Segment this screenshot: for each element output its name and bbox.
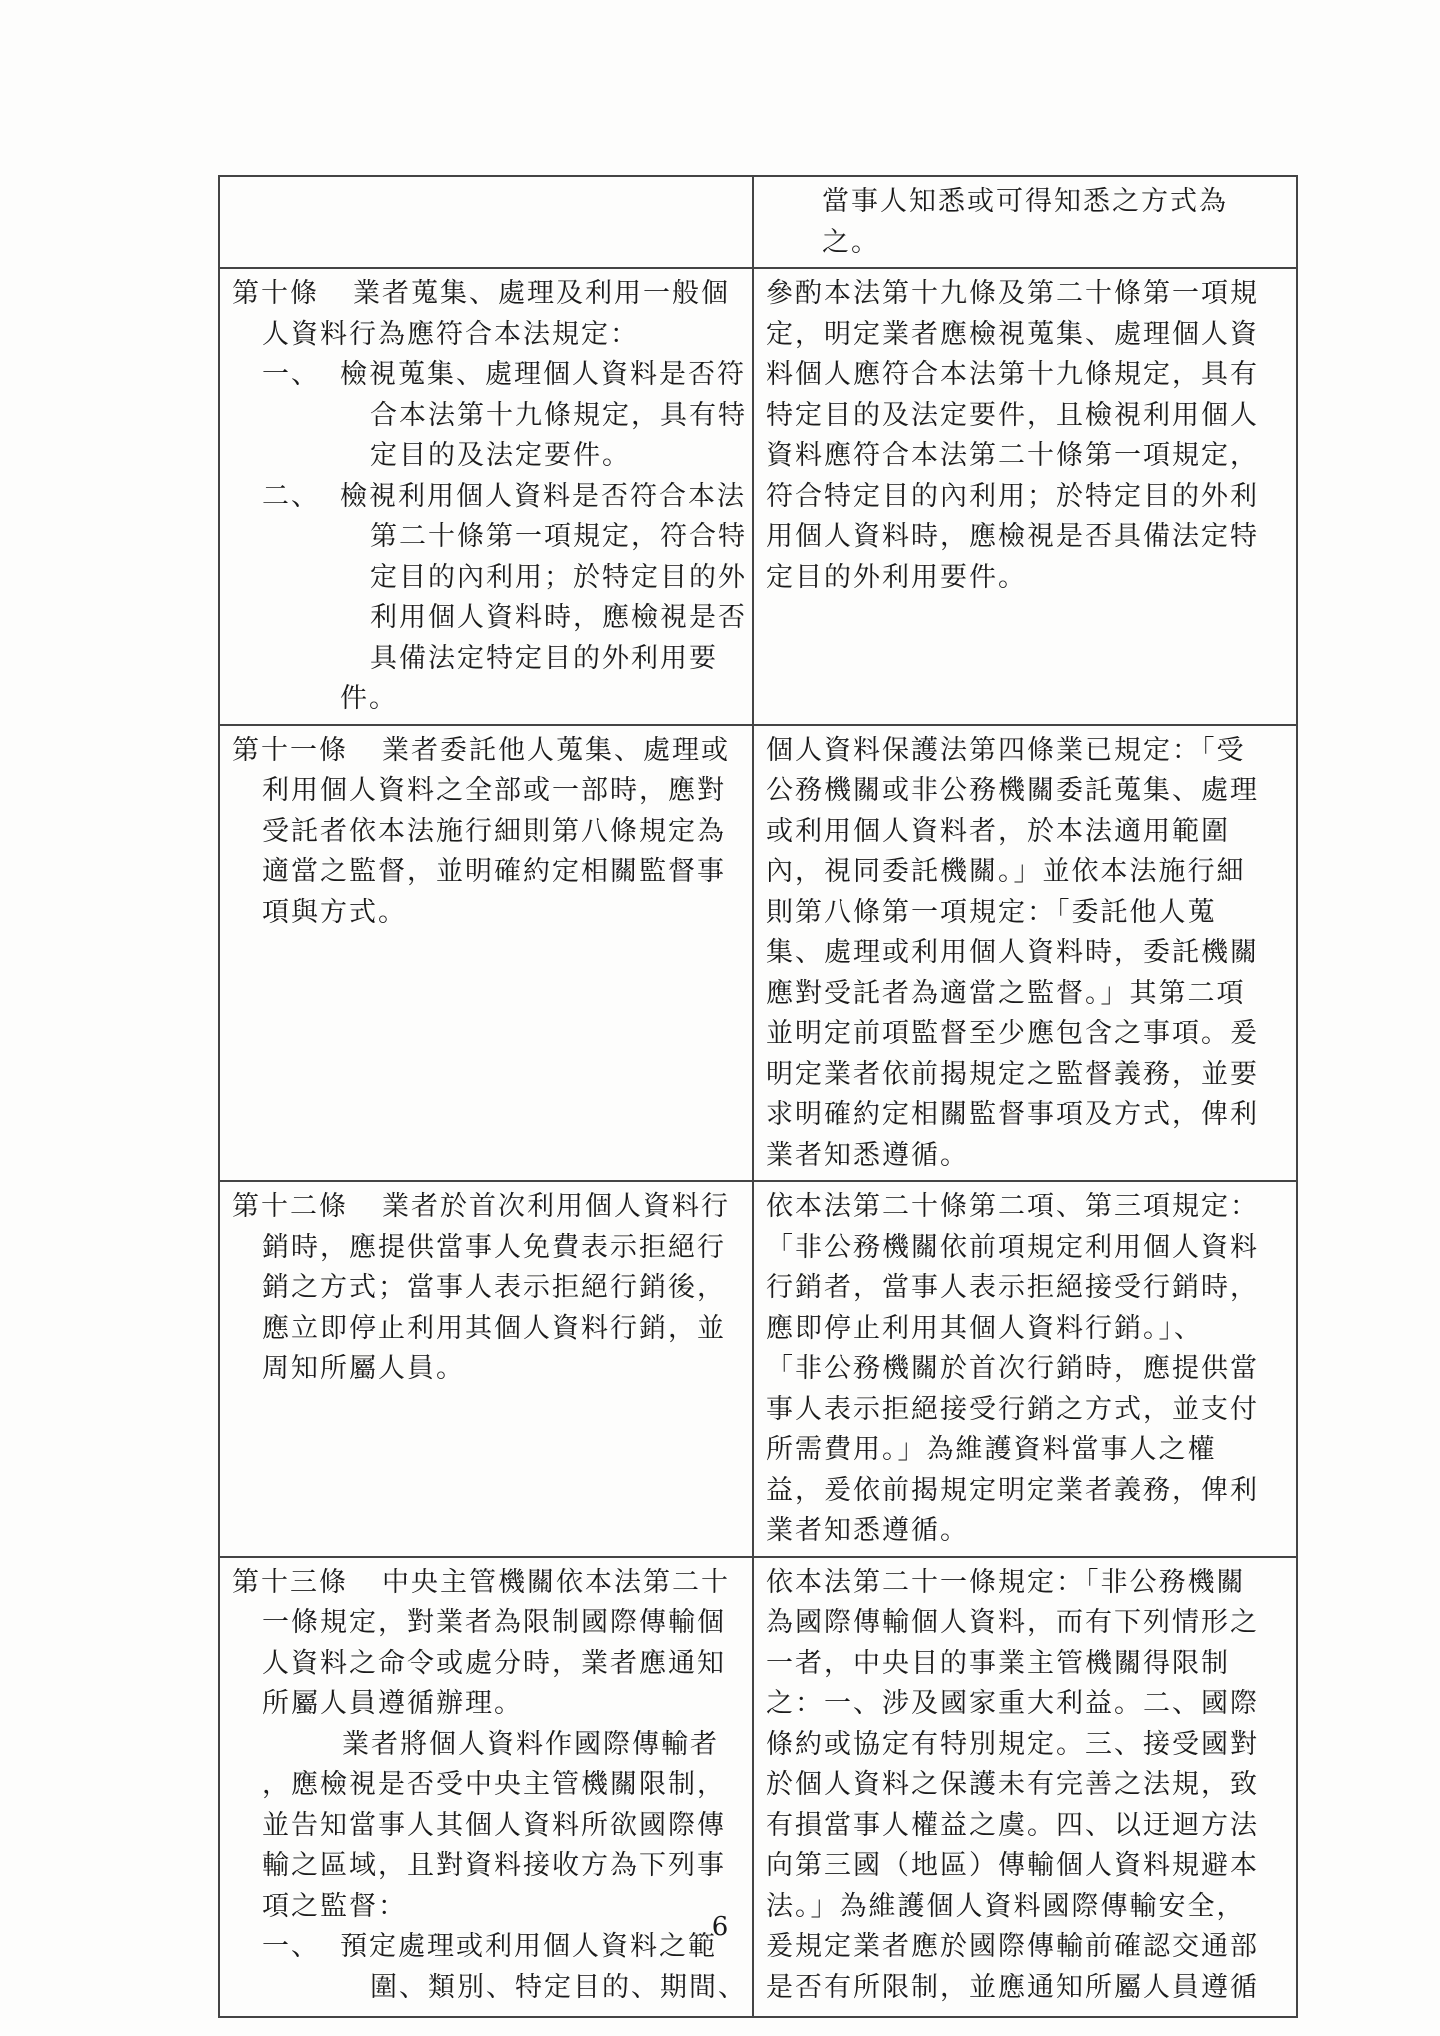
list-item [232, 477, 747, 720]
text-line: 為國際傳輸個人資料，而有下列情形之 [766, 1607, 1259, 1638]
text-line: 並告知當事人其個人資料所欲國際傳 [262, 1809, 726, 1841]
text-line: 集、處理或利用個人資料時，委託機關 [766, 937, 1259, 968]
text-line: 求明確約定相關監督事項及方式，俾利 [766, 1099, 1259, 1130]
text-line: 業者將個人資料作國際傳輸者 [342, 1728, 719, 1760]
text-line: 第二十條第一項規定，符合特 [370, 521, 747, 552]
text-line: 業者知悉遵循。 [766, 1139, 969, 1171]
page-number: 6 [711, 1912, 729, 1942]
text-line: 內，視同委託機關。」並依本法施行細 [766, 856, 1246, 887]
list-item [232, 355, 747, 477]
text-line: 周知所屬人員。 [262, 1353, 465, 1384]
text-line: 輸之區域，且對資料接收方為下列事 [262, 1850, 726, 1881]
article-number: 第十一條 [232, 734, 348, 766]
explanation-cell [753, 1557, 1297, 2017]
text-line: 受託者依本法施行細則第八條規定為 [262, 815, 726, 847]
text-line: 檢視蒐集、處理個人資料是否符 [340, 359, 746, 390]
text-line: 之：一、涉及國家重大利益。二、國際 [766, 1688, 1259, 1719]
text-line: 一者，中央目的事業主管機關得限制 [766, 1647, 1230, 1679]
explanation-cell [753, 1181, 1297, 1557]
text-line: 當事人知悉或可得知悉之方式為 [822, 186, 1228, 217]
text-line: 依本法第二十條第二項、第三項規定： [766, 1191, 1259, 1222]
article-number: 第十條 [232, 278, 319, 309]
text-line: 應立即停止利用其個人資料行銷，並 [262, 1312, 726, 1344]
table-row [219, 1181, 1297, 1557]
text-line: 用個人資料時，應檢視是否具備法定特 [766, 521, 1259, 552]
text-line: 銷時，應提供當事人免費表示拒絕行 [262, 1231, 726, 1263]
table-row [219, 268, 1297, 725]
text-line: 是否有所限制，並應通知所屬人員遵循 [766, 1971, 1259, 2003]
text-line: 所屬人員遵循辦理。 [262, 1688, 523, 1719]
text-line: 業者知悉遵循。 [766, 1515, 969, 1546]
text-line: 人資料行為應符合本法規定： [262, 318, 639, 350]
text-line: 事人表示拒絕接受行銷之方式，並支付 [766, 1393, 1259, 1425]
text-line: 一條規定，對業者為限制國際傳輸個 [262, 1607, 726, 1638]
item-number: 一、 [262, 359, 320, 390]
text-line: 特定目的及法定要件，且檢視利用個人 [766, 399, 1259, 431]
text-line: 定目的及法定要件。 [370, 440, 631, 471]
text-line: 條約或協定有特別規定。三、接受國對 [766, 1728, 1259, 1760]
text-line: 應對受託者為適當之監督。」其第二項 [766, 977, 1246, 1009]
explanation-cell [753, 725, 1297, 1182]
text-line: 第十一條 業者委託他人蒐集、處理或 [232, 734, 730, 766]
text-line: 第十三條 中央主管機關依本法第二十 [232, 1566, 730, 1598]
text-line: 第十條 業者蒐集、處理及利用一般個 [232, 278, 730, 309]
text-line: 應即停止利用其個人資料行銷。」、 [766, 1312, 1203, 1344]
article-number: 第十二條 [232, 1191, 348, 1222]
text-line: 利用個人資料時，應檢視是否 [370, 602, 747, 633]
text-line: 項之監督： [262, 1890, 407, 1922]
provision-cell [219, 1181, 753, 1557]
text-line: 參酌本法第十九條及第二十條第一項規 [766, 278, 1259, 309]
text-line: 資料應符合本法第二十條第一項規定， [766, 440, 1259, 471]
text-line: 爰規定業者應於國際傳輸前確認交通部 [766, 1931, 1259, 1962]
provision-cell [219, 268, 753, 725]
text-line: 人資料之命令或處分時，業者應通知 [262, 1647, 726, 1679]
text-line: 明定業者依前揭規定之監督義務，並要 [766, 1058, 1259, 1090]
article-number: 第十三條 [232, 1566, 348, 1598]
text-line: 利用個人資料之全部或一部時，應對 [262, 775, 726, 806]
provision-cell [219, 1557, 753, 2017]
text-line: 則第八條第一項規定：「委託他人蒐 [766, 896, 1217, 928]
text-line: 所需費用。」為維護資料當事人之權 [766, 1434, 1217, 1465]
item-number: 二、 [262, 480, 320, 512]
item-number: 一、 [262, 1931, 320, 1962]
text-line: 料個人應符合本法第十九條規定，具有 [766, 359, 1259, 390]
text-line: 或利用個人資料者，於本法適用範圍 [766, 815, 1230, 847]
explanation-cell [753, 176, 1297, 268]
text-line: 適當之監督，並明確約定相關監督事 [262, 856, 726, 887]
table-row [219, 725, 1297, 1182]
text-line: 並明定前項監督至少應包含之事項。爰 [766, 1018, 1259, 1049]
text-line: 個人資料保護法第四條業已規定：「受 [766, 734, 1246, 766]
text-line: 依本法第二十一條規定：「非公務機關 [766, 1566, 1246, 1598]
table-row [219, 1557, 1297, 2017]
text-line: 具備法定特定目的外利用要 [370, 642, 718, 674]
text-line: 銷之方式；當事人表示拒絕行銷後， [262, 1272, 726, 1303]
text-line: 符合特定目的內利用；於特定目的外利 [766, 480, 1259, 512]
text-line: 定目的外利用要件。 [766, 561, 1027, 593]
text-line: 預定處理或利用個人資料之範 [340, 1931, 717, 1962]
table-row [219, 176, 1297, 268]
text-line: 第十二條 業者於首次利用個人資料行 [232, 1191, 730, 1222]
provision-cell [219, 725, 753, 1182]
text-line: 檢視利用個人資料是否符合本法 [340, 480, 746, 512]
text-line: 合本法第十九條規定，具有特 [370, 399, 747, 431]
provisions-table [218, 175, 1298, 2018]
text-line: 公務機關或非公務機關委託蒐集、處理 [766, 775, 1259, 806]
text-line: ，應檢視是否受中央主管機關限制， [262, 1769, 726, 1800]
text-line: 法。」為維護個人資料國際傳輸安全， [766, 1890, 1246, 1922]
provision-cell [219, 176, 753, 268]
text-line: 定，明定業者應檢視蒐集、處理個人資 [766, 318, 1259, 350]
text-line: 之。 [822, 226, 880, 258]
text-line: 益，爰依前揭規定明定業者義務，俾利 [766, 1474, 1259, 1506]
text-line: 定目的內利用；於特定目的外 [370, 561, 747, 593]
text-line: 「非公務機關於首次行銷時，應提供當 [766, 1353, 1259, 1384]
text-line: 向第三國（地區）傳輸個人資料規避本 [766, 1850, 1259, 1881]
text-line: 「非公務機關依前項規定利用個人資料 [766, 1231, 1259, 1263]
text-line: 項與方式。 [262, 896, 407, 928]
text-line: 行銷者，當事人表示拒絕接受行銷時， [766, 1272, 1259, 1303]
text-line: 於個人資料之保護未有完善之法規，致 [766, 1769, 1259, 1800]
explanation-cell [753, 268, 1297, 725]
text-line: 圍、類別、特定目的、期間、 [370, 1971, 747, 2003]
text-line: 有損當事人權益之虞。四、以迂迴方法 [766, 1809, 1259, 1841]
text-line: 件。 [340, 683, 398, 714]
